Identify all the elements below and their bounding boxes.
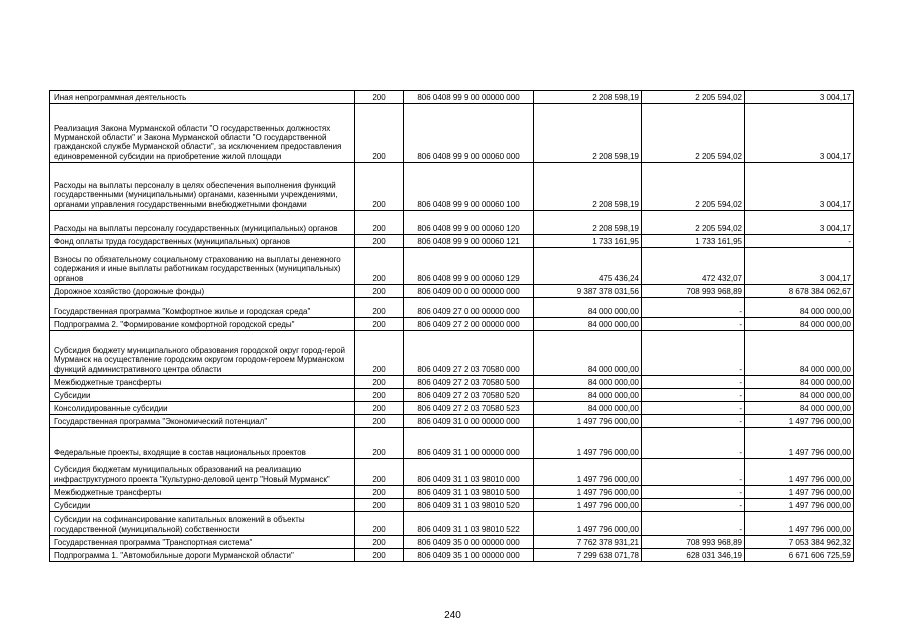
item-name-cell: Государственная программа "Комфортное жилье и городская среда" <box>50 298 355 318</box>
classification-code-cell: 806 0408 99 9 00 00060 100 <box>404 163 534 211</box>
item-name-cell: Иная непрограммная деятельность <box>50 91 355 104</box>
table-row <box>50 486 854 499</box>
table-row <box>50 248 854 285</box>
table-row <box>50 459 854 486</box>
amount-cell: 1 497 796 000,00 <box>534 415 642 428</box>
amount-cell: 84 000 000,00 <box>534 376 642 389</box>
code-cell: 200 <box>355 248 404 285</box>
executed-amount-cell: - <box>642 512 745 536</box>
code-cell: 200 <box>355 428 404 459</box>
classification-code-cell: 806 0409 31 1 03 98010 000 <box>404 459 534 486</box>
amount-cell: 9 387 378 031,56 <box>534 285 642 298</box>
executed-amount-cell: - <box>642 298 745 318</box>
item-name-cell: Подпрограмма 2. "Формирование комфортной городской среды" <box>50 318 355 331</box>
executed-amount-cell: 2 205 594,02 <box>642 91 745 104</box>
code-cell: 200 <box>355 331 404 376</box>
classification-code-cell: 806 0408 99 9 00 00060 121 <box>404 235 534 248</box>
code-cell: 200 <box>355 512 404 536</box>
code-cell: 200 <box>355 104 404 163</box>
executed-amount-cell: 472 432,07 <box>642 248 745 285</box>
item-name-cell: Реализация Закона Мурманской области "О государственных должностях Мурманской области" и Закона Мурманской области "О государственной гражданской службе Мурманской области", за исключением предоставления единовременной субсидии на приобретение жилой площади <box>50 104 355 163</box>
remainder-cell: 84 000 000,00 <box>745 331 854 376</box>
amount-cell: 2 208 598,19 <box>534 211 642 235</box>
executed-amount-cell: - <box>642 415 745 428</box>
code-cell: 200 <box>355 235 404 248</box>
table-row <box>50 91 854 104</box>
item-name-cell: Субсидии <box>50 389 355 402</box>
item-name-cell: Субсидия бюджету муниципального образования городской округ город-герой Мурманск на осуществление городским округом городом-героем Мурманском функций административного центра области <box>50 331 355 376</box>
amount-cell: 7 299 638 071,78 <box>534 549 642 562</box>
executed-amount-cell: - <box>642 331 745 376</box>
classification-code-cell: 806 0409 27 2 03 70580 000 <box>404 331 534 376</box>
executed-amount-cell: 1 733 161,95 <box>642 235 745 248</box>
classification-code-cell: 806 0409 27 2 03 70580 500 <box>404 376 534 389</box>
code-cell: 200 <box>355 285 404 298</box>
remainder-cell: 1 497 796 000,00 <box>745 459 854 486</box>
item-name-cell: Консолидированные субсидии <box>50 402 355 415</box>
amount-cell: 475 436,24 <box>534 248 642 285</box>
code-cell: 200 <box>355 536 404 549</box>
amount-cell: 2 208 598,19 <box>534 91 642 104</box>
remainder-cell: 84 000 000,00 <box>745 389 854 402</box>
table-row <box>50 536 854 549</box>
classification-code-cell: 806 0409 27 2 03 70580 523 <box>404 402 534 415</box>
amount-cell: 1 497 796 000,00 <box>534 512 642 536</box>
item-name-cell: Расходы на выплаты персоналу государственных (муниципальных) органов <box>50 211 355 235</box>
executed-amount-cell: - <box>642 376 745 389</box>
code-cell: 200 <box>355 389 404 402</box>
classification-code-cell: 806 0409 27 2 03 70580 520 <box>404 389 534 402</box>
table-row <box>50 331 854 376</box>
amount-cell: 1 733 161,95 <box>534 235 642 248</box>
item-name-cell: Государственная программа "Экономический потенциал" <box>50 415 355 428</box>
executed-amount-cell: 708 993 968,89 <box>642 536 745 549</box>
classification-code-cell: 806 0409 31 0 00 00000 000 <box>404 415 534 428</box>
executed-amount-cell: 2 205 594,02 <box>642 104 745 163</box>
item-name-cell: Взносы по обязательному социальному страхованию на выплаты денежного содержания и иные выплаты работникам государственных (муниципальных) органов <box>50 248 355 285</box>
code-cell: 200 <box>355 549 404 562</box>
item-name-cell: Субсидии <box>50 499 355 512</box>
remainder-cell: 1 497 796 000,00 <box>745 486 854 499</box>
item-name-cell: Федеральные проекты, входящие в состав национальных проектов <box>50 428 355 459</box>
executed-amount-cell: - <box>642 459 745 486</box>
amount-cell: 1 497 796 000,00 <box>534 499 642 512</box>
code-cell: 200 <box>355 91 404 104</box>
executed-amount-cell: 2 205 594,02 <box>642 163 745 211</box>
table-row <box>50 298 854 318</box>
table-row <box>50 211 854 235</box>
classification-code-cell: 806 0408 99 9 00 00060 129 <box>404 248 534 285</box>
executed-amount-cell: - <box>642 428 745 459</box>
remainder-cell: 1 497 796 000,00 <box>745 428 854 459</box>
remainder-cell: 7 053 384 962,32 <box>745 536 854 549</box>
table-row <box>50 499 854 512</box>
item-name-cell: Дорожное хозяйство (дорожные фонды) <box>50 285 355 298</box>
classification-code-cell: 806 0409 35 1 00 00000 000 <box>404 549 534 562</box>
code-cell: 200 <box>355 318 404 331</box>
remainder-cell: 3 004,17 <box>745 104 854 163</box>
budget-table <box>49 90 854 562</box>
remainder-cell: 1 497 796 000,00 <box>745 415 854 428</box>
code-cell: 200 <box>355 415 404 428</box>
executed-amount-cell: - <box>642 389 745 402</box>
executed-amount-cell: 708 993 968,89 <box>642 285 745 298</box>
classification-code-cell: 806 0408 99 9 00 00060 000 <box>404 104 534 163</box>
remainder-cell: 3 004,17 <box>745 163 854 211</box>
classification-code-cell: 806 0409 31 1 03 98010 522 <box>404 512 534 536</box>
item-name-cell: Подпрограмма 1. "Автомобильные дороги Мурманской области" <box>50 549 355 562</box>
code-cell: 200 <box>355 486 404 499</box>
classification-code-cell: 806 0408 99 9 00 00000 000 <box>404 91 534 104</box>
code-cell: 200 <box>355 376 404 389</box>
amount-cell: 1 497 796 000,00 <box>534 459 642 486</box>
executed-amount-cell: 2 205 594,02 <box>642 211 745 235</box>
remainder-cell: 84 000 000,00 <box>745 298 854 318</box>
amount-cell: 84 000 000,00 <box>534 402 642 415</box>
table-row <box>50 235 854 248</box>
classification-code-cell: 806 0409 35 0 00 00000 000 <box>404 536 534 549</box>
executed-amount-cell: - <box>642 402 745 415</box>
table-row <box>50 549 854 562</box>
item-name-cell: Межбюджетные трансферты <box>50 376 355 389</box>
amount-cell: 84 000 000,00 <box>534 298 642 318</box>
table-row <box>50 163 854 211</box>
classification-code-cell: 806 0409 31 1 03 98010 500 <box>404 486 534 499</box>
remainder-cell: 84 000 000,00 <box>745 318 854 331</box>
table-row <box>50 428 854 459</box>
amount-cell: 1 497 796 000,00 <box>534 428 642 459</box>
remainder-cell: 84 000 000,00 <box>745 376 854 389</box>
table-row <box>50 376 854 389</box>
classification-code-cell: 806 0409 27 0 00 00000 000 <box>404 298 534 318</box>
executed-amount-cell: - <box>642 486 745 499</box>
page-number: 240 <box>444 610 461 621</box>
remainder-cell: 3 004,17 <box>745 211 854 235</box>
remainder-cell: 1 497 796 000,00 <box>745 512 854 536</box>
item-name-cell: Фонд оплаты труда государственных (муниципальных) органов <box>50 235 355 248</box>
executed-amount-cell: - <box>642 318 745 331</box>
amount-cell: 7 762 378 931,21 <box>534 536 642 549</box>
table-row <box>50 415 854 428</box>
amount-cell: 84 000 000,00 <box>534 318 642 331</box>
remainder-cell: 1 497 796 000,00 <box>745 499 854 512</box>
code-cell: 200 <box>355 402 404 415</box>
executed-amount-cell: - <box>642 499 745 512</box>
amount-cell: 1 497 796 000,00 <box>534 486 642 499</box>
amount-cell: 2 208 598,19 <box>534 104 642 163</box>
item-name-cell: Субсидии на софинансирование капитальных вложений в объекты государственной (муниципальной) собственности <box>50 512 355 536</box>
item-name-cell: Межбюджетные трансферты <box>50 486 355 499</box>
item-name-cell: Государственная программа "Транспортная система" <box>50 536 355 549</box>
remainder-cell: 3 004,17 <box>745 91 854 104</box>
classification-code-cell: 806 0409 31 1 03 98010 520 <box>404 499 534 512</box>
amount-cell: 2 208 598,19 <box>534 163 642 211</box>
code-cell: 200 <box>355 163 404 211</box>
amount-cell: 84 000 000,00 <box>534 389 642 402</box>
amount-cell: 84 000 000,00 <box>534 331 642 376</box>
table-row <box>50 512 854 536</box>
budget-table-body <box>50 91 854 562</box>
classification-code-cell: 806 0409 31 1 00 00000 000 <box>404 428 534 459</box>
table-row <box>50 318 854 331</box>
classification-code-cell: 806 0408 99 9 00 00060 120 <box>404 211 534 235</box>
classification-code-cell: 806 0409 00 0 00 00000 000 <box>404 285 534 298</box>
code-cell: 200 <box>355 211 404 235</box>
executed-amount-cell: 628 031 346,19 <box>642 549 745 562</box>
classification-code-cell: 806 0409 27 2 00 00000 000 <box>404 318 534 331</box>
remainder-cell: 8 678 384 062,67 <box>745 285 854 298</box>
table-row <box>50 285 854 298</box>
remainder-cell: 84 000 000,00 <box>745 402 854 415</box>
table-row <box>50 402 854 415</box>
code-cell: 200 <box>355 298 404 318</box>
code-cell: 200 <box>355 499 404 512</box>
table-row <box>50 104 854 163</box>
item-name-cell: Субсидия бюджетам муниципальных образований на реализацию инфраструктурного проекта "Культурно-деловой центр "Новый Мурманск" <box>50 459 355 486</box>
remainder-cell: 3 004,17 <box>745 248 854 285</box>
code-cell: 200 <box>355 459 404 486</box>
remainder-cell: 6 671 606 725,59 <box>745 549 854 562</box>
remainder-cell: - <box>745 235 854 248</box>
item-name-cell: Расходы на выплаты персоналу в целях обеспечения выполнения функций государственными (муниципальными) органами, казенными учреждениями, органами управления государственными внебюджетными фондами <box>50 163 355 211</box>
table-row <box>50 389 854 402</box>
